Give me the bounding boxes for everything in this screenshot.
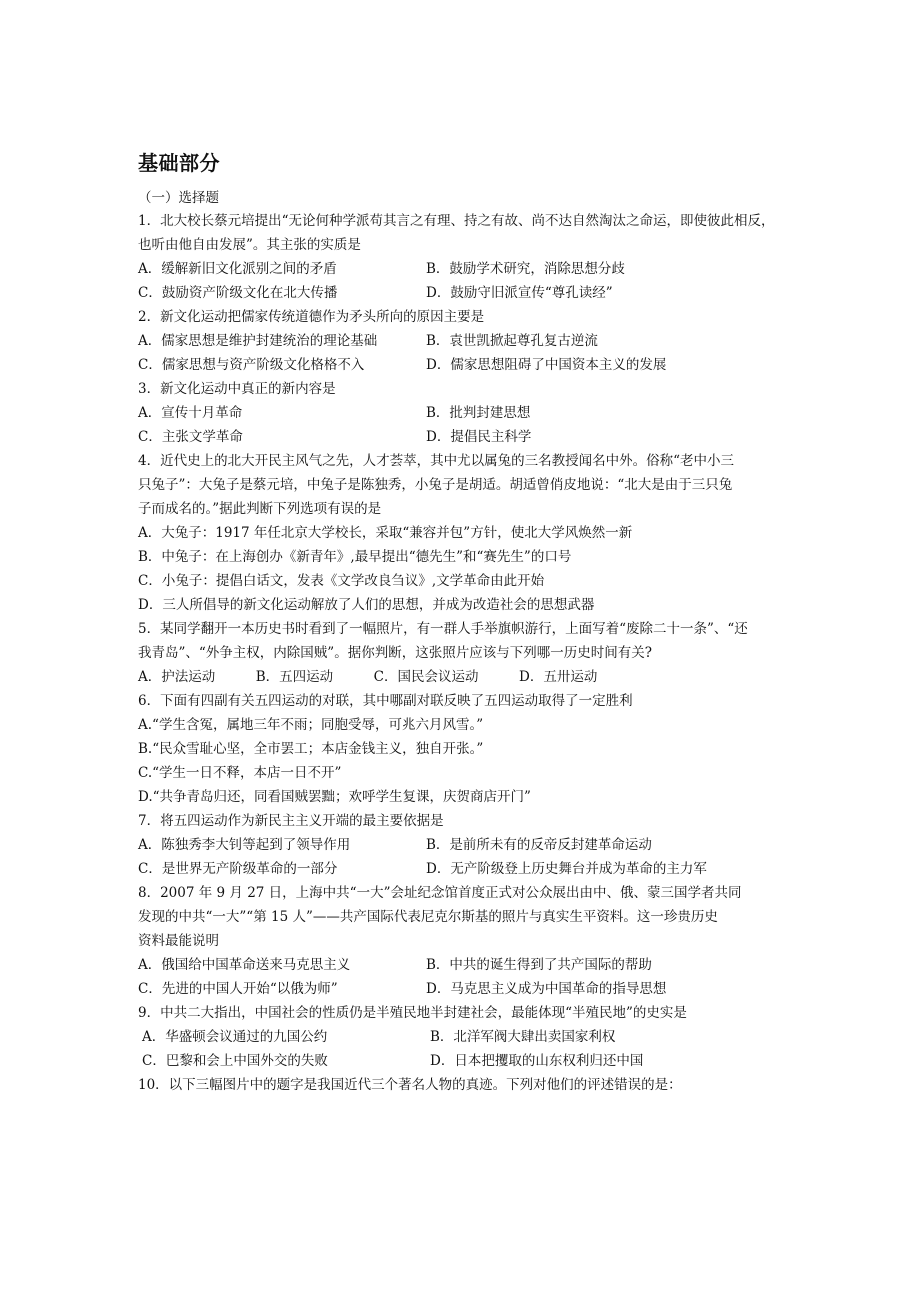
option-b-text: B．鼓励学术研究，消除思想分歧 <box>426 261 625 277</box>
text-line <box>142 1052 782 1070</box>
text-line: 发现的中共“一大”“第 15 人”——共产国际代表尼克尔斯基的照片与真实生平资料。这一珍贵历史 <box>138 909 718 925</box>
text-line: 我青岛”、“外争主权，内除国贼”。据你判断，这张照片应该与下列哪一历史时间有关? <box>138 645 652 661</box>
option-b-text: D．提倡民主科学 <box>426 429 532 445</box>
text-line <box>138 956 778 974</box>
option-b-text: D．儒家思想阻碍了中国资本主义的发展 <box>426 357 667 373</box>
option-b-text: D．日本把攫取的山东权利归还中国 <box>430 1053 644 1069</box>
quote-text: 无论何种学派苟其言之有理、持之有故、尚不达自然淘汰之命运，即使彼此相反， <box>288 213 775 229</box>
text-line: A.“学生含冤，属地三年不雨；同胞受辱，可兆六月风雪。” <box>138 717 484 733</box>
option-a-text: A．宣传十月革命 <box>138 405 243 421</box>
option-a-text: C．巴黎和会上中国外交的失败 <box>142 1053 328 1069</box>
option-b-text: B．中共的诞生得到了共产国际的帮助 <box>426 957 652 973</box>
text-line: 子而成名的。”据此判断下列选项有误的是 <box>138 501 382 517</box>
option-b-text: B．批判封建思想 <box>426 405 531 421</box>
option-b-text: B．是前所未有的反帝反封建革命运动 <box>426 837 652 853</box>
text-line: 2．新文化运动把儒家传统道德作为矛头所向的原因主要是 <box>138 309 485 325</box>
text-line <box>138 332 778 350</box>
text-line <box>138 356 778 374</box>
question-suffix: ”。其主张的实质是 <box>246 237 361 253</box>
text-line: 8．2007 年 9 月 27 日，上海中共“一大”会址纪念馆首度正式对公众展出由中、俄、蒙三国学者共同 <box>138 885 742 901</box>
text-line: D．三人所倡导的新文化运动解放了人们的思想，并成为改造社会的思想武器 <box>138 597 595 613</box>
text-line: C．小兔子：提倡白话文，发表《文学改良刍议》,文学革命由此开始 <box>138 573 545 589</box>
text-line <box>138 284 778 302</box>
text-line: B.“民众雪耻心坚，全市罢工；本店金钱主义，独自开张。” <box>138 741 484 757</box>
section-label: （一）选择题 <box>138 190 219 206</box>
option-b-text: D．马克思主义成为中国革命的指导思想 <box>426 981 667 997</box>
text-line: 3．新文化运动中真正的新内容是 <box>138 381 336 397</box>
text-line <box>138 836 778 854</box>
text-line: 9．中共二大指出，中国社会的性质仍是半殖民地半封建社会，最能体现“半殖民地”的史实是 <box>138 1005 687 1021</box>
option-a-text: A．陈独秀李大钊等起到了领导作用 <box>138 837 351 853</box>
text-line: B．中兔子：在上海创办《新青年》,最早提出“德先生”和“赛先生”的口号 <box>138 549 572 565</box>
text-line <box>138 260 778 278</box>
text-line <box>142 1028 782 1046</box>
quote-text: 也听由他自由发展 <box>138 237 246 253</box>
text-line: 5．某同学翻开一本历史书时看到了一幅照片，有一群人手举旗帜游行，上面写着“废除二十一条”、“还 <box>138 621 748 637</box>
option-b-text: B．袁世凯掀起尊孔复古逆流 <box>426 333 598 349</box>
question-prefix: 1．北大校长蔡元培提出“ <box>138 213 289 229</box>
option-a-text: C．主张文学革命 <box>138 429 243 445</box>
text-line: C.“学生一日不释，本店一日不开” <box>138 765 342 781</box>
text-line <box>138 860 778 878</box>
text-line: 7．将五四运动作为新民主主义开端的最主要依据是 <box>138 813 444 829</box>
option-b-text: D．无产阶级登上历史舞台并成为革命的主力军 <box>426 861 707 877</box>
text-line <box>138 428 778 446</box>
text-line: A．护法运动 B．五四运动 C．国民会议运动 D．五卅运动 <box>138 669 598 685</box>
option-a-text: C．鼓励资产阶级文化在北大传播 <box>138 285 338 301</box>
text-line: 只兔子”：大兔子是蔡元培，中兔子是陈独秀，小兔子是胡适。胡适曾俏皮地说：“北大是由于三只兔 <box>138 477 733 493</box>
text-line: 4．近代史上的北大开民主风气之先，人才荟萃，其中尤以属兔的三名教授闻名中外。俗称“老中小三 <box>138 453 734 469</box>
text-line: A．大兔子：1917 年任北京大学校长，采取“兼容并包”方针，使北大学风焕然一新 <box>138 525 633 541</box>
text-line <box>138 404 778 422</box>
text-line: 10．以下三幅图片中的题字是我国近代三个著名人物的真迹。下列对他们的评述错误的是： <box>138 1077 682 1093</box>
text-line: 6．下面有四副有关五四运动的对联，其中哪副对联反映了五四运动取得了一定胜利 <box>138 693 633 709</box>
option-a-text: A．华盛顿会议通过的九国公约 <box>142 1029 328 1045</box>
option-b-text: B．北洋军阀大肆出卖国家利权 <box>430 1029 616 1045</box>
text-line: D.“共争青岛归还，同看国贼罢黜；欢呼学生复课，庆贺商店开门” <box>138 789 531 805</box>
text-line: 资料最能说明 <box>138 933 219 949</box>
text-line <box>138 212 775 230</box>
page-title: 基础部分 <box>138 151 220 175</box>
text-line <box>138 980 778 998</box>
option-a-text: C．是世界无产阶级革命的一部分 <box>138 861 338 877</box>
option-a-text: A．俄国给中国革命送来马克思主义 <box>138 957 351 973</box>
option-a-text: A．缓解新旧文化派别之间的矛盾 <box>138 261 337 277</box>
option-a-text: C．先进的中国人开始“以俄为师” <box>138 981 338 997</box>
option-b-text: D．鼓励守旧派宣传“尊孔读经” <box>426 285 613 301</box>
text-line <box>138 236 361 254</box>
option-a-text: A．儒家思想是维护封建统治的理论基础 <box>138 333 378 349</box>
option-a-text: C．儒家思想与资产阶级文化格格不入 <box>138 357 365 373</box>
